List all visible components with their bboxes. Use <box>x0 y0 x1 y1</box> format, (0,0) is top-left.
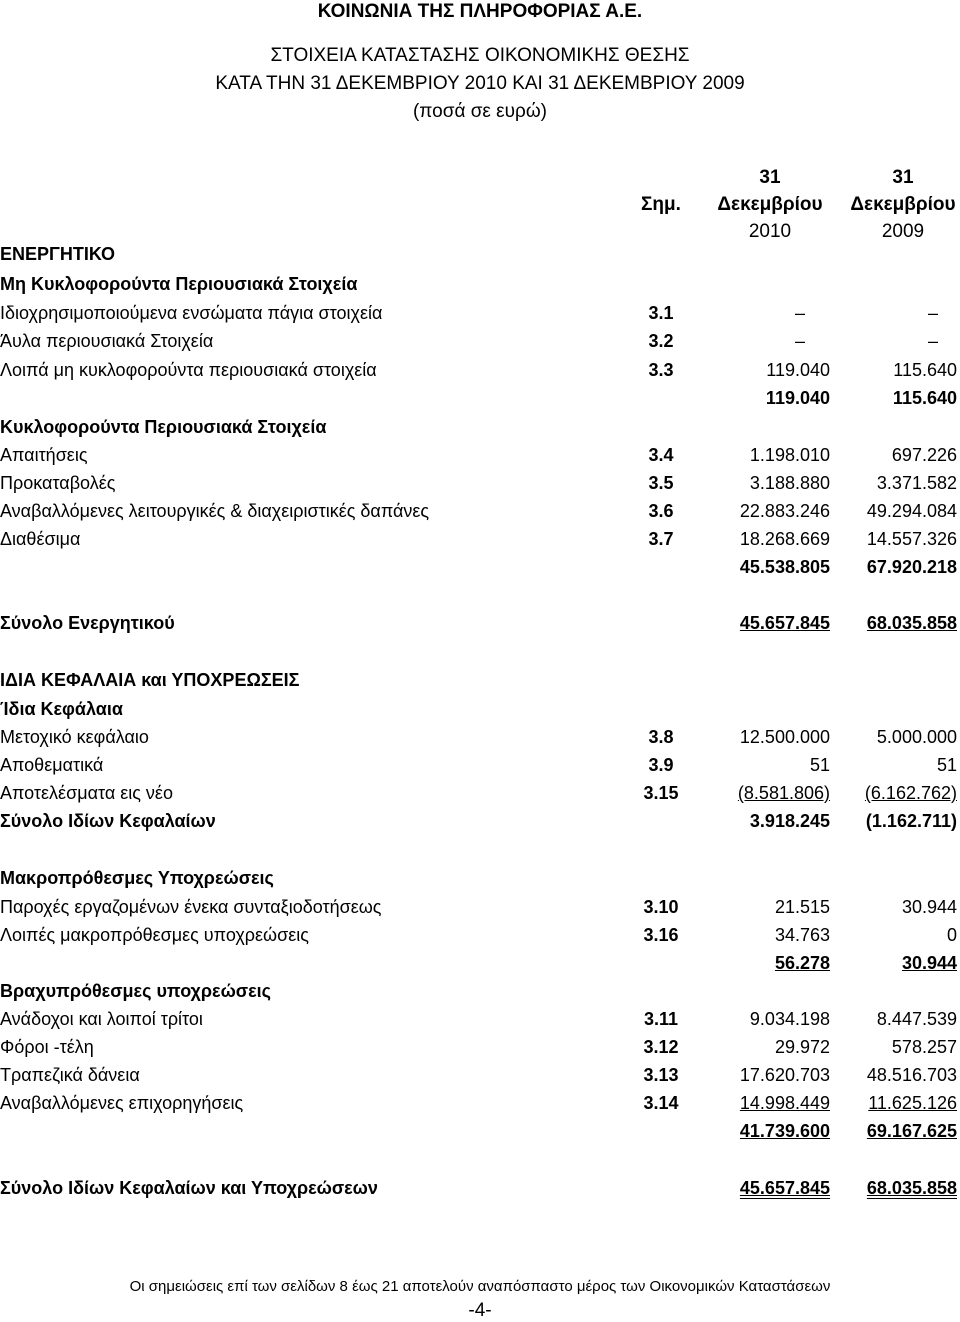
note-column-header: Σημ. <box>641 194 681 215</box>
total-assets-row: Σύνολο Ενεργητικού 45.657.845 68.035.858 <box>0 613 957 633</box>
section-equity-liabilities: ΙΔΙΑ ΚΕΦΑΛΑΙΑ και ΥΠΟΧΡΕΩΣΕΙΣ <box>0 670 300 690</box>
currency-note: (ποσά σε ευρώ) <box>412 101 548 122</box>
total-equity-liabilities-row: Σύνολο Ιδίων Κεφαλαίων και Υποχρεώσεων 45.657.845 68.035.858 <box>0 1178 957 1198</box>
page-number: -4- <box>468 1300 492 1321</box>
table-row: Άυλα περιουσιακά Στοιχεία 3.2 – – <box>0 331 938 351</box>
subtotal-row: 119.040 115.640 <box>765 388 957 408</box>
table-row: Λοιπές μακροπρόθεσμες υποχρεώσεις 3.16 34.763 0 <box>0 925 957 945</box>
table-row: Ιδιοχρησιμοποιούμενα ενσώματα πάγια στοιχεία 3.1 – – <box>0 303 938 323</box>
statement-title: ΣΤΟΙΧΕΙΑ ΚΑΤΑΣΤΑΣΗΣ ΟΙΚΟΝΟΜΙΚΗΣ ΘΕΣΗΣ <box>270 45 690 66</box>
table-row: Μετοχικό κεφάλαιο 3.8 12.500.000 5.000.000 <box>0 727 957 747</box>
table-row: Αναβαλλόμενες λειτουργικές & διαχειριστικές δαπάνες 3.6 22.883.246 49.294.084 <box>0 501 957 521</box>
column-header-2010: 31 Δεκεμβρίου 2010 <box>717 167 823 242</box>
section-equity: Ίδια Κεφάλαια <box>0 699 123 719</box>
table-row: Παροχές εργαζομένων ένεκα συνταξιοδοτήσεως 3.10 21.515 30.944 <box>0 897 957 917</box>
section-current-assets: Κυκλοφορούντα Περιουσιακά Στοιχεία <box>0 417 327 437</box>
table-row: Τραπεζικά δάνεια 3.13 17.620.703 48.516.703 <box>0 1065 957 1085</box>
section-long-term-liabilities: Μακροπρόθεσμες Υποχρεώσεις <box>0 868 274 888</box>
section-non-current-assets: Μη Κυκλοφορούντα Περιουσιακά Στοιχεία <box>0 274 358 294</box>
table-row: Φόροι -τέλη 3.12 29.972 578.257 <box>0 1037 957 1057</box>
table-row: Λοιπά μη κυκλοφορούντα περιουσιακά στοιχεία 3.3 119.040 115.640 <box>0 360 957 380</box>
section-short-term-liabilities: Βραχυπρόθεσμες υποχρεώσεις <box>0 981 272 1001</box>
table-row: Αποθεματικά 3.9 51 51 <box>0 755 957 775</box>
footer-note: Οι σημειώσεις επί των σελίδων 8 έως 21 αποτελούν αναπόσπαστο μέρος των Οικονομικών Καταστάσεων <box>129 1278 831 1295</box>
company-name: ΚΟΙΝΩΝΙΑ ΤΗΣ ΠΛΗΡΟΦΟΡΙΑΣ Α.Ε. <box>317 1 643 22</box>
table-row: Διαθέσιμα 3.7 18.268.669 14.557.326 <box>0 529 957 549</box>
column-header-2009: 31 Δεκεμβρίου 2009 <box>850 167 956 242</box>
subtotal-row: 41.739.600 69.167.625 <box>739 1121 957 1141</box>
table-row: Αποτελέσματα εις νέο 3.15 (8.581.806) (6.162.762) <box>0 783 957 803</box>
table-row: Απαιτήσεις 3.4 1.198.010 697.226 <box>0 445 957 465</box>
table-row: Αναβαλλόμενες επιχορηγήσεις 3.14 14.998.449 11.625.126 <box>0 1093 957 1113</box>
subtotal-row: 45.538.805 67.920.218 <box>739 557 957 577</box>
section-assets: ΕΝΕΡΓΗΤΙΚΟ <box>0 244 116 264</box>
subtotal-row: 56.278 30.944 <box>774 953 957 973</box>
table-row: Ανάδοχοι και λοιποί τρίτοι 3.11 9.034.198 8.447.539 <box>0 1009 957 1029</box>
statement-period: ΚΑΤΑ ΤΗΝ 31 ΔΕΚΕΜΒΡΙΟΥ 2010 ΚΑΙ 31 ΔΕΚΕΜΒΡΙΟΥ 2009 <box>215 73 745 94</box>
total-equity-row: Σύνολο Ιδίων Κεφαλαίων 3.918.245 (1.162.711) <box>0 811 957 831</box>
table-row: Προκαταβολές 3.5 3.188.880 3.371.582 <box>0 473 957 493</box>
